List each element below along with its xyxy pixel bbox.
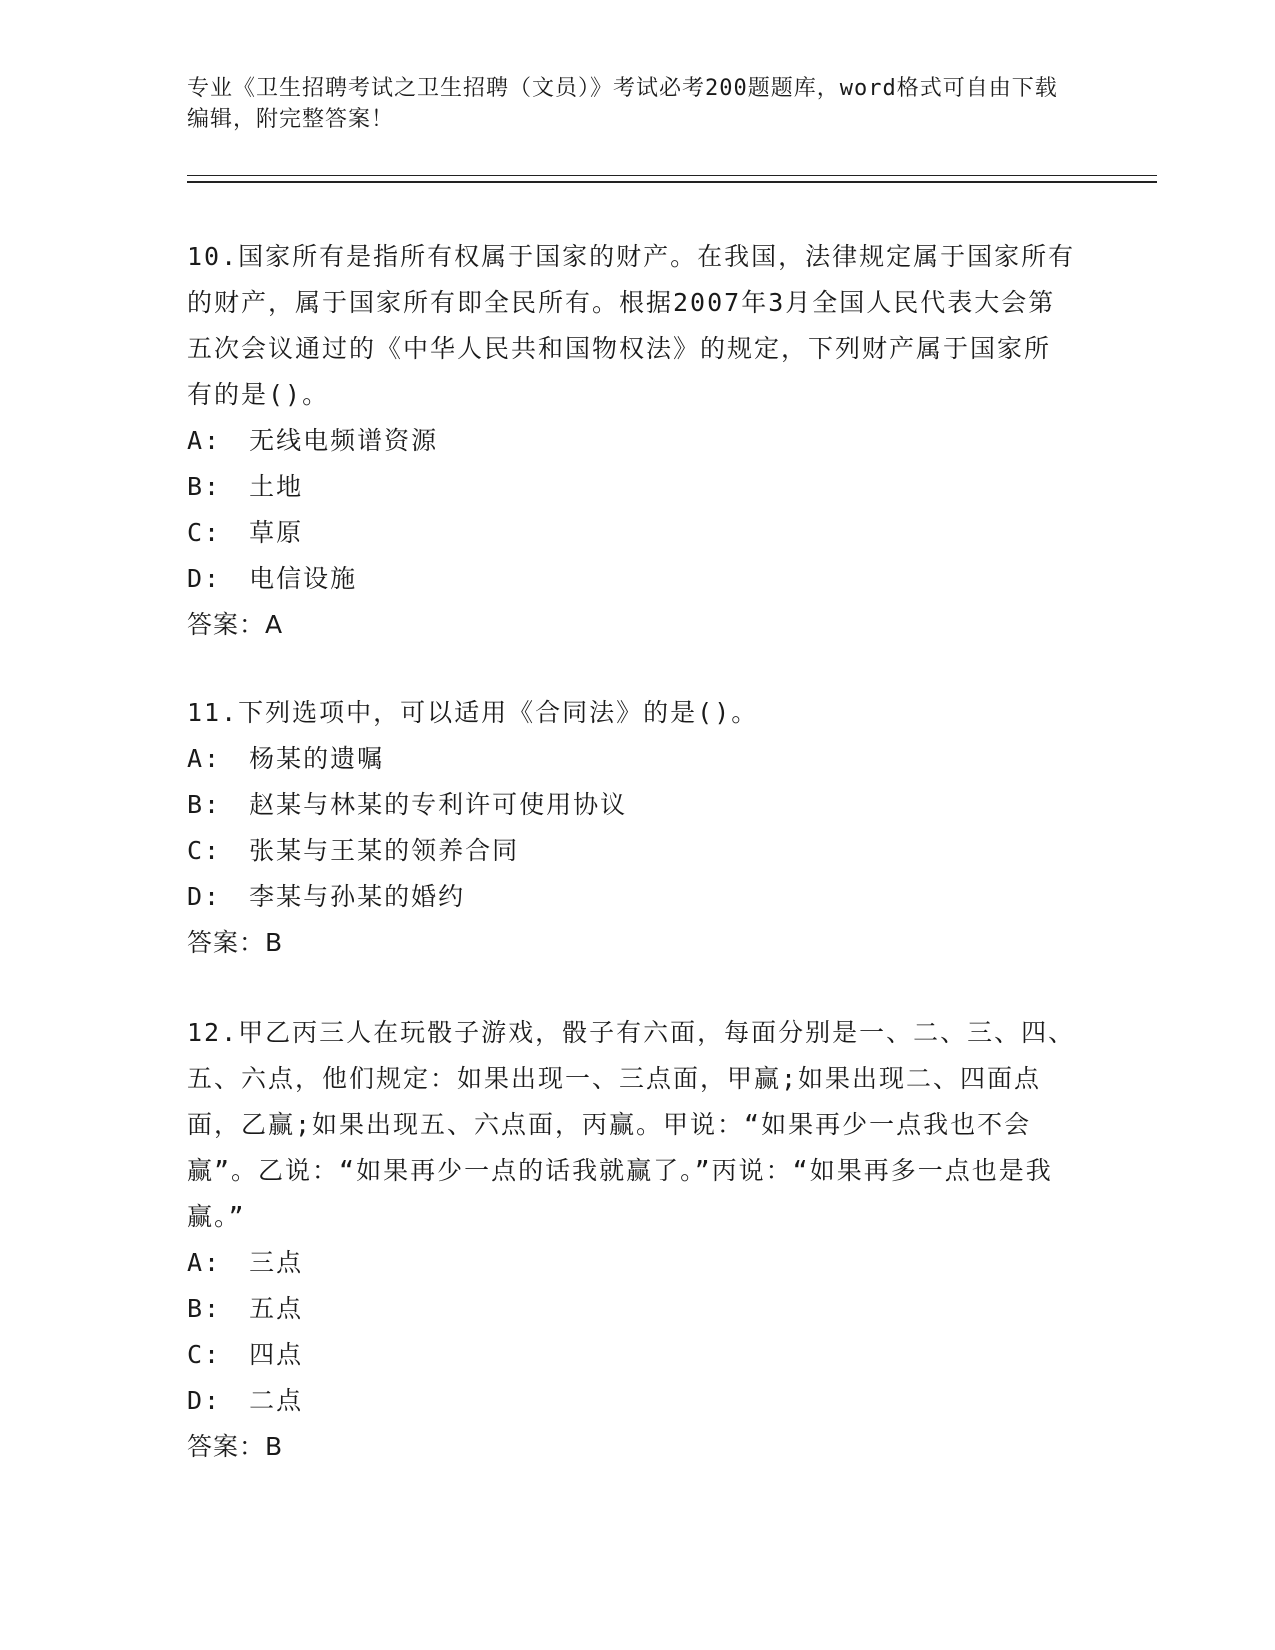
question-number: 11. — [187, 698, 239, 727]
option-text: 二点 — [249, 1386, 304, 1415]
option-a — [187, 736, 1077, 782]
option-key: C: — [187, 518, 222, 547]
answer-line: 答案：B — [187, 928, 284, 957]
option-c — [187, 510, 1077, 556]
question-12 — [187, 1010, 1077, 1470]
question-stem — [187, 234, 1077, 418]
option-d — [187, 874, 1077, 920]
option-a — [187, 1240, 1077, 1286]
option-c — [187, 1332, 1077, 1378]
option-text: 杨某的遗嘱 — [249, 744, 385, 773]
option-text: 五点 — [249, 1294, 304, 1323]
header-divider-thin — [187, 175, 1157, 176]
answer-line: 答案：A — [187, 610, 284, 639]
header-divider-thick — [187, 181, 1157, 183]
option-b — [187, 782, 1077, 828]
option-key: C: — [187, 836, 222, 865]
answer-line: 答案：B — [187, 1432, 284, 1461]
option-text: 赵某与林某的专利许可使用协议 — [249, 790, 628, 819]
option-b — [187, 464, 1077, 510]
option-text: 三点 — [249, 1248, 304, 1277]
question-10 — [187, 234, 1077, 648]
question-stem — [187, 1010, 1077, 1240]
question-number: 10. — [187, 242, 239, 271]
option-text: 张某与王某的领养合同 — [249, 836, 520, 865]
option-text: 土地 — [249, 472, 304, 501]
option-key: D: — [187, 1386, 222, 1415]
option-key: A: — [187, 744, 222, 773]
option-b — [187, 1286, 1077, 1332]
option-text: 电信设施 — [249, 564, 358, 593]
option-key: B: — [187, 472, 222, 501]
question-11 — [187, 690, 1077, 966]
question-text: 下列选项中，可以适用《合同法》的是()。 — [238, 698, 759, 727]
option-d — [187, 556, 1077, 602]
option-key: A: — [187, 1248, 222, 1277]
option-key: A: — [187, 426, 222, 455]
option-key: C: — [187, 1340, 222, 1369]
option-key: B: — [187, 1294, 222, 1323]
option-text: 无线电频谱资源 — [249, 426, 439, 455]
option-key: D: — [187, 882, 222, 911]
option-c — [187, 828, 1077, 874]
question-text: 甲乙丙三人在玩骰子游戏，骰子有六面，每面分别是一、二、三、四、五、六点，他们规定：如果出现一、三点面，甲赢;如果出现二、四面点面，乙赢;如果出现五、六点面，丙赢。甲说：“如果再少一点我也不会赢”。乙说：“如果再少一点的话我就赢了。”丙说：“如果再多一点也是我赢。” — [187, 1018, 1076, 1231]
option-text: 四点 — [249, 1340, 304, 1369]
question-text: 国家所有是指所有权属于国家的财产。在我国，法律规定属于国家所有的财产，属于国家所有即全民所有。根据2007年3月全国人民代表大会第五次会议通过的《中华人民共和国物权法》的规定，下列财产属于国家所有的是()。 — [187, 242, 1076, 409]
document-header: 专业《卫生招聘考试之卫生招聘（文员）》考试必考200题题库，word格式可自由下载编辑，附完整答案！ — [187, 76, 1058, 132]
option-text: 李某与孙某的婚约 — [249, 882, 466, 911]
question-number: 12. — [187, 1018, 239, 1047]
option-key: B: — [187, 790, 222, 819]
option-a — [187, 418, 1077, 464]
option-text: 草原 — [249, 518, 304, 547]
option-key: D: — [187, 564, 222, 593]
question-stem — [187, 690, 1077, 736]
option-d — [187, 1378, 1077, 1424]
